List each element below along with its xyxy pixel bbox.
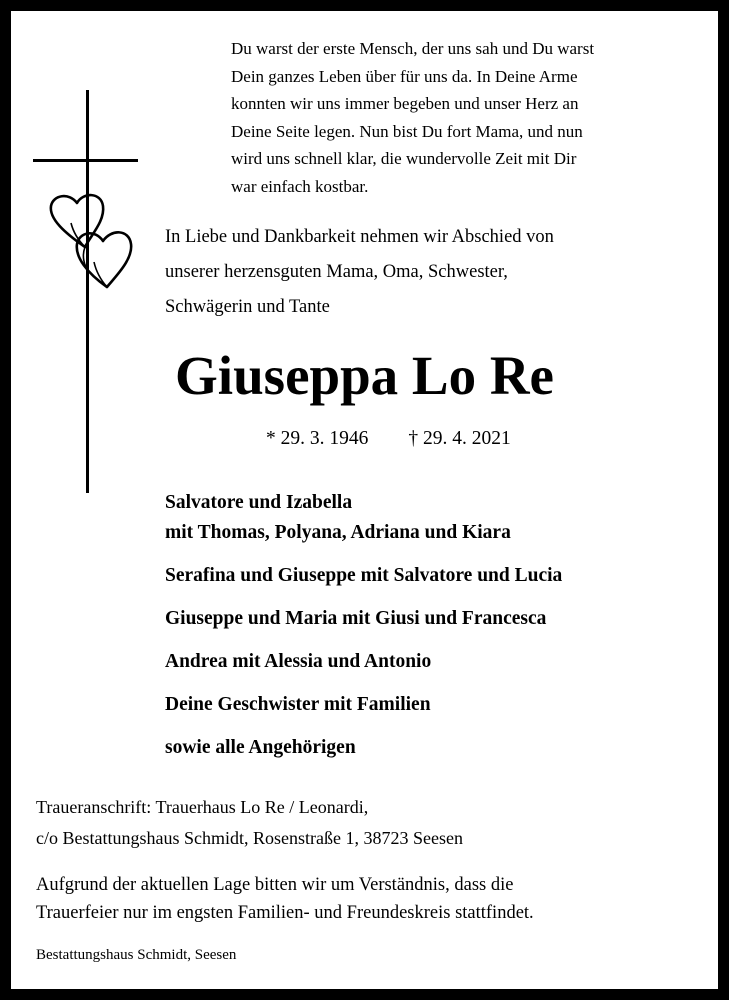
mourner-line: Deine Geschwister mit Familien	[165, 694, 431, 715]
notice-line: Trauerfeier nur im engsten Familien- und Freundeskreis stattfindet.	[36, 903, 534, 923]
mourner-line: mit Thomas, Polyana, Adriana und Kiara	[165, 522, 511, 543]
mourner-line: Salvatore und Izabella	[165, 492, 353, 513]
poem-line: war einfach kostbar.	[231, 176, 369, 196]
poem-line: wird uns schnell klar, die wundervolle Zeit mit Dir	[231, 149, 577, 168]
intro-line: Schwägerin und Tante	[165, 297, 330, 317]
poem-line: Deine Seite legen. Nun bist Du fort Mama, und nun	[231, 121, 583, 141]
birth-date: * 29. 3. 1946	[266, 428, 369, 449]
mourner-line: Serafina und Giuseppe mit Salvatore und Lucia	[165, 565, 563, 586]
poem-line: Dein ganzes Leben über für uns da. In Deine Arme	[231, 66, 578, 86]
life-dates	[266, 425, 511, 453]
condolence-address	[36, 792, 716, 854]
intertwined-hearts-icon	[45, 189, 151, 304]
farewell-intro	[165, 220, 695, 325]
mourner-line: Giuseppe und Maria mit Giusi und Francesca	[165, 608, 547, 629]
poem-line: Du warst der erste Mensch, der uns sah und Du warst	[231, 39, 595, 58]
mourners-list	[165, 488, 562, 763]
address-line: Traueranschrift: Trauerhaus Lo Re / Leonardi,	[36, 797, 369, 817]
mourner-line: sowie alle Angehörigen	[165, 737, 356, 758]
death-date: † 29. 4. 2021	[408, 428, 511, 449]
notice-line: Aufgrund der aktuellen Lage bitten wir um Verständnis, dass die	[36, 875, 514, 895]
intro-line: In Liebe und Dankbarkeit nehmen wir Abschied von	[165, 227, 554, 247]
poem-line: konnten wir uns immer begeben und unser Herz an	[231, 94, 579, 113]
address-line: c/o Bestattungshaus Schmidt, Rosenstraße 1, 38723 Seesen	[36, 828, 463, 848]
poem	[231, 35, 711, 200]
deceased-name: Giuseppa Lo Re	[175, 345, 554, 406]
intro-line: unserer herzensguten Mama, Oma, Schwester,	[165, 262, 508, 282]
funeral-notice	[36, 871, 716, 927]
cross-horizontal-bar	[33, 159, 138, 162]
funeral-home-credit: Bestattungshaus Schmidt, Seesen	[36, 947, 237, 963]
mourner-line: Andrea mit Alessia und Antonio	[165, 651, 432, 672]
